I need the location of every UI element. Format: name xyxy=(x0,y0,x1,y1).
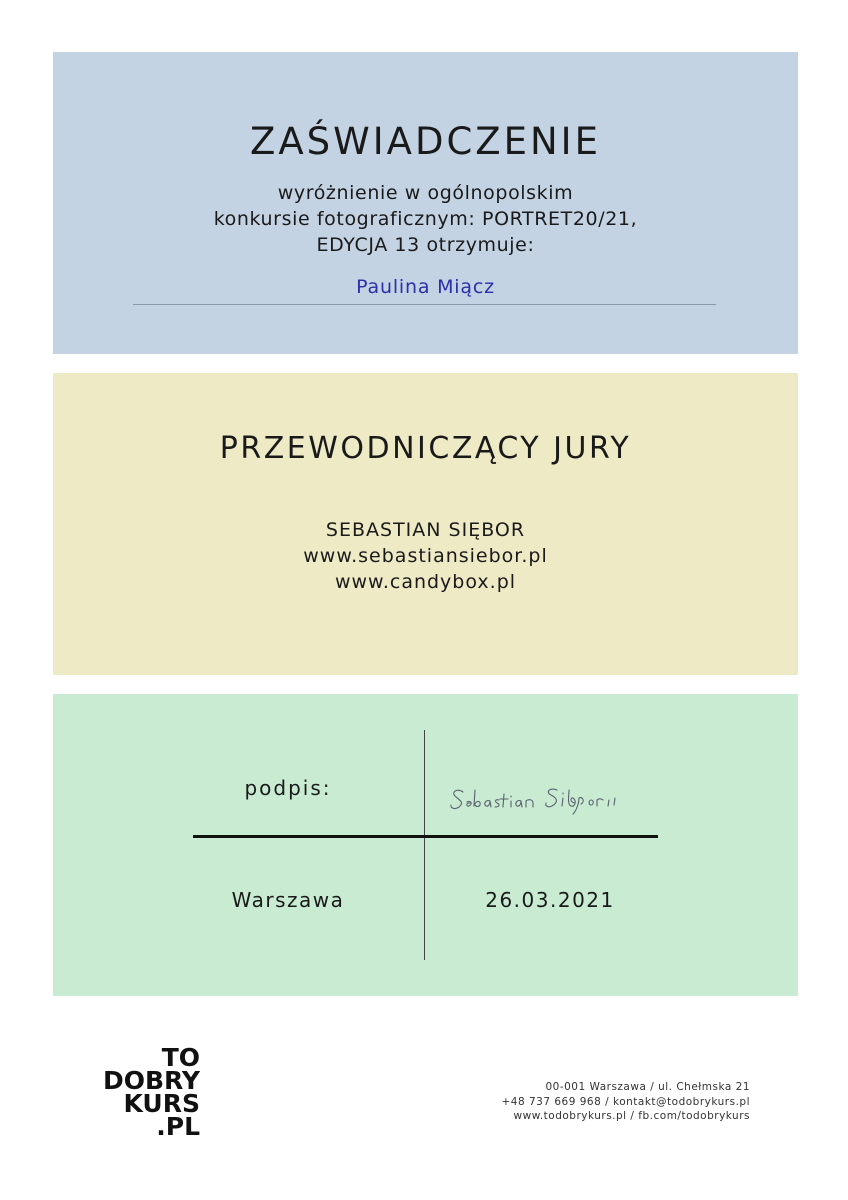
logo-text-line: .PL xyxy=(156,1112,200,1141)
jury-chair-name: SEBASTIAN SIĘBOR xyxy=(325,519,526,541)
contact-address: 00-001 Warszawa / ul. Chełmska 21 xyxy=(545,1081,750,1093)
contact-info xyxy=(502,1080,751,1124)
signature-date: 26.03.2021 xyxy=(485,888,615,912)
signature-panel xyxy=(53,694,798,996)
recipient-underline xyxy=(133,304,716,305)
logo-text-line: DOBRY xyxy=(102,1066,200,1095)
handwritten-signature xyxy=(445,778,655,818)
jury-website: www.sebastiansiebor.pl xyxy=(303,545,548,567)
contact-websites: www.todobrykurs.pl / fb.com/todobrykurs xyxy=(513,1110,750,1122)
todobrykurs-logo xyxy=(90,1043,200,1141)
jury-website: www.candybox.pl xyxy=(334,571,517,593)
logo-text-line: TO xyxy=(161,1043,200,1072)
certificate-description-line: konkursie fotograficznym: PORTRET20/21, xyxy=(213,208,638,230)
jury-panel xyxy=(53,373,798,675)
contact-phone-email: +48 737 669 968 / kontakt@todobrykurs.pl xyxy=(501,1095,750,1108)
logo-text-line: KURS xyxy=(123,1089,200,1118)
signature-label: podpis: xyxy=(244,776,332,800)
certificate-title: ZAŚWIADCZENIE xyxy=(250,120,601,163)
recipient-name: Paulina Miącz xyxy=(356,276,495,298)
jury-title: PRZEWODNICZĄCY JURY xyxy=(219,431,632,466)
signature-line xyxy=(193,835,658,838)
vertical-divider xyxy=(424,730,425,960)
certificate-description-line: EDYCJA 13 otrzymuje: xyxy=(316,234,535,256)
certificate-header-panel xyxy=(53,52,798,354)
certificate-description-line: wyróżnienie w ogólnopolskim xyxy=(277,182,574,204)
signature-city: Warszawa xyxy=(231,888,345,912)
